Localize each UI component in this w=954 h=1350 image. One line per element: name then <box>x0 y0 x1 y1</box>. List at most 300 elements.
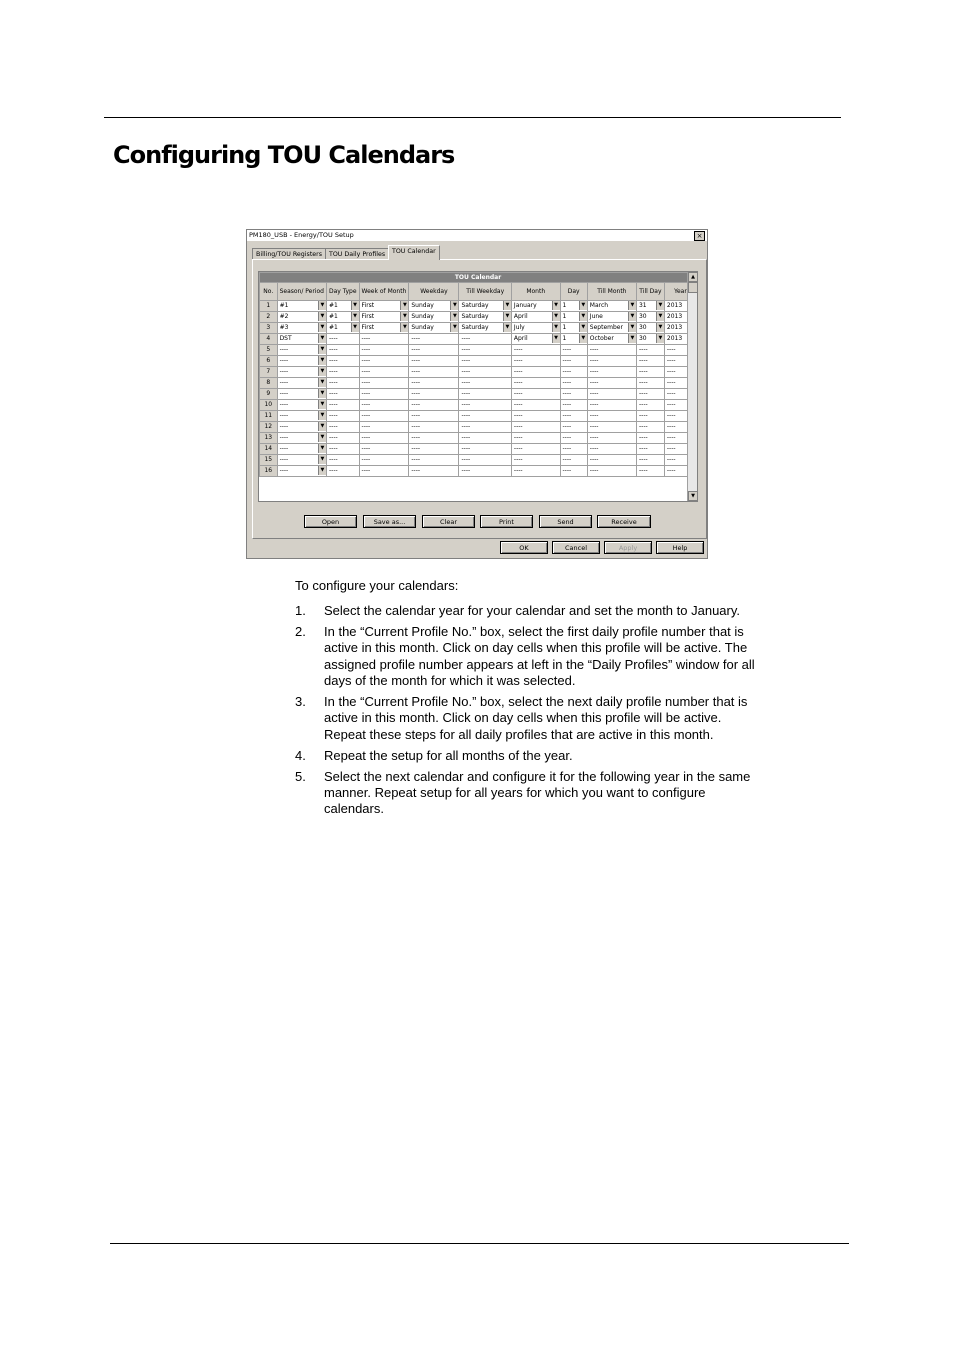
grid-cell[interactable] <box>409 466 459 477</box>
grid-cell[interactable] <box>359 466 409 477</box>
tab-tou-calendar[interactable]: TOU Calendar <box>388 245 440 260</box>
grid-cell[interactable] <box>277 422 326 433</box>
dropdown-arrow-icon[interactable]: ▼ <box>656 301 664 310</box>
open-button[interactable]: Open <box>304 515 357 528</box>
grid-cell[interactable] <box>636 444 664 455</box>
grid-cell[interactable] <box>459 334 511 345</box>
row-number: 1 <box>260 301 278 312</box>
cell-value: ---- <box>562 401 572 408</box>
grid-cell[interactable] <box>359 367 409 378</box>
grid-cell[interactable] <box>359 389 409 400</box>
step-text: In the “Current Profile No.” box, select the next daily profile number that is active in this month. Click on day cells when this profile will be active. Repeat these steps for all daily profiles that are active in this month. <box>324 694 748 742</box>
grid-cell[interactable] <box>587 323 636 334</box>
grid-cell[interactable] <box>326 389 359 400</box>
tab-billing-tou-registers[interactable]: Billing/TOU Registers <box>252 248 326 260</box>
cell-value: October <box>589 335 614 342</box>
cell-value: #1 <box>328 302 338 309</box>
cell-value: January <box>513 302 537 309</box>
grid-cell[interactable] <box>636 422 664 433</box>
cell-value: ---- <box>638 423 648 430</box>
cell-value: #1 <box>328 313 338 320</box>
tab-tou-daily-profiles[interactable]: TOU Daily Profiles <box>325 248 389 260</box>
save-as-button[interactable]: Save as... <box>363 515 416 528</box>
grid-cell[interactable] <box>409 433 459 444</box>
step-number: 1. <box>295 603 306 618</box>
row-number: 2 <box>260 312 278 323</box>
dropdown-arrow-icon[interactable]: ▼ <box>318 378 326 387</box>
grid-cell[interactable] <box>587 400 636 411</box>
grid-cell[interactable] <box>587 312 636 323</box>
grid-cell[interactable] <box>326 301 359 312</box>
grid-cell[interactable] <box>587 422 636 433</box>
grid-cell[interactable] <box>511 312 560 323</box>
grid-cell[interactable] <box>636 345 664 356</box>
grid-cell[interactable] <box>560 411 587 422</box>
cell-value: First <box>361 302 375 309</box>
dropdown-arrow-icon[interactable]: ▼ <box>552 312 560 321</box>
grid-cell[interactable] <box>459 345 511 356</box>
cell-value: ---- <box>461 368 471 375</box>
cell-value: ---- <box>589 346 599 353</box>
cancel-button[interactable]: Cancel <box>552 541 600 554</box>
cell-value: ---- <box>513 456 523 463</box>
dropdown-arrow-icon[interactable]: ▼ <box>552 323 560 332</box>
grid-cell[interactable] <box>587 411 636 422</box>
grid-cell[interactable] <box>511 433 560 444</box>
grid-cell[interactable] <box>326 466 359 477</box>
grid-cell[interactable] <box>326 422 359 433</box>
scroll-down-icon[interactable]: ▼ <box>688 491 698 501</box>
dropdown-arrow-icon[interactable]: ▼ <box>318 433 326 442</box>
intro-text: To configure your calendars: <box>295 578 459 593</box>
dropdown-arrow-icon[interactable]: ▼ <box>318 312 326 321</box>
table-row <box>260 356 697 367</box>
grid-cell[interactable] <box>511 334 560 345</box>
grid-cell[interactable] <box>636 356 664 367</box>
cell-value: ---- <box>562 445 572 452</box>
cell-value: ---- <box>638 401 648 408</box>
grid-cell[interactable] <box>409 389 459 400</box>
grid-cell[interactable] <box>636 334 664 345</box>
clear-button[interactable]: Clear <box>422 515 475 528</box>
grid-cell[interactable] <box>326 323 359 334</box>
table-row <box>260 400 697 411</box>
dropdown-arrow-icon[interactable]: ▼ <box>318 466 326 475</box>
grid-cell[interactable] <box>636 466 664 477</box>
table-row <box>260 422 697 433</box>
row-number: 6 <box>260 356 278 367</box>
table-row <box>260 466 697 477</box>
cell-value: Sunday <box>411 324 434 331</box>
dropdown-arrow-icon[interactable]: ▼ <box>656 323 664 332</box>
dropdown-arrow-icon[interactable]: ▼ <box>318 334 326 343</box>
cell-value: ---- <box>461 467 471 474</box>
grid-cell[interactable] <box>359 345 409 356</box>
cell-value: ---- <box>328 456 338 463</box>
grid-cell[interactable] <box>459 433 511 444</box>
cell-value: ---- <box>589 456 599 463</box>
grid-cell[interactable] <box>636 378 664 389</box>
cell-value: DST <box>279 335 292 342</box>
cell-value: ---- <box>638 357 648 364</box>
grid-cell[interactable] <box>409 411 459 422</box>
grid-cell[interactable] <box>326 378 359 389</box>
send-button[interactable]: Send <box>539 515 592 528</box>
cell-value: ---- <box>361 335 371 342</box>
dropdown-arrow-icon[interactable]: ▼ <box>318 400 326 409</box>
grid-cell[interactable] <box>459 411 511 422</box>
grid-cell[interactable] <box>511 323 560 334</box>
dropdown-arrow-icon[interactable]: ▼ <box>628 301 636 310</box>
grid-cell[interactable] <box>326 345 359 356</box>
grid-cell[interactable] <box>511 466 560 477</box>
help-button[interactable]: Help <box>656 541 704 554</box>
grid-cell[interactable] <box>359 301 409 312</box>
cell-value: ---- <box>666 445 676 452</box>
table-row <box>260 411 697 422</box>
grid-cell[interactable] <box>277 301 326 312</box>
grid-cell[interactable] <box>409 400 459 411</box>
apply-button[interactable]: Apply <box>604 541 652 554</box>
step-number: 2. <box>295 623 306 639</box>
grid-cell[interactable] <box>511 345 560 356</box>
ok-button[interactable]: OK <box>500 541 548 554</box>
grid-cell[interactable] <box>587 367 636 378</box>
table-row <box>260 433 697 444</box>
cell-value: ---- <box>461 335 471 342</box>
dropdown-arrow-icon[interactable]: ▼ <box>552 334 560 343</box>
cell-value: ---- <box>361 368 371 375</box>
cell-value: ---- <box>562 379 572 386</box>
grid-cell[interactable] <box>636 301 664 312</box>
grid-cell[interactable] <box>326 433 359 444</box>
grid-cell[interactable] <box>326 455 359 466</box>
grid-cell[interactable] <box>326 312 359 323</box>
cell-value: ---- <box>666 379 676 386</box>
grid-cell[interactable] <box>636 367 664 378</box>
grid-cell[interactable] <box>359 356 409 367</box>
grid-cell[interactable] <box>459 444 511 455</box>
cell-value: ---- <box>279 434 289 441</box>
grid-cell[interactable] <box>409 367 459 378</box>
cell-value: ---- <box>461 423 471 430</box>
cell-value: 31 <box>638 302 647 309</box>
cell-value: 2013 <box>666 335 683 342</box>
grid-cell[interactable] <box>459 455 511 466</box>
cell-value: ---- <box>513 368 523 375</box>
grid-cell[interactable] <box>459 301 511 312</box>
grid-cell[interactable] <box>326 367 359 378</box>
grid-cell[interactable] <box>511 367 560 378</box>
grid-cell[interactable] <box>560 345 587 356</box>
grid-cell[interactable] <box>587 389 636 400</box>
cell-value: ---- <box>328 379 338 386</box>
row-number: 7 <box>260 367 278 378</box>
header-rule <box>104 117 841 118</box>
grid-cell[interactable] <box>359 411 409 422</box>
grid-cell[interactable] <box>636 433 664 444</box>
dropdown-arrow-icon[interactable]: ▼ <box>318 345 326 354</box>
grid-cell[interactable] <box>277 411 326 422</box>
grid-cell[interactable] <box>359 378 409 389</box>
grid-cell[interactable] <box>560 378 587 389</box>
cell-value: ---- <box>589 434 599 441</box>
dropdown-arrow-icon[interactable]: ▼ <box>579 334 587 343</box>
grid-cell[interactable] <box>277 455 326 466</box>
grid-cell[interactable] <box>560 323 587 334</box>
dropdown-arrow-icon[interactable]: ▼ <box>552 301 560 310</box>
grid-cell[interactable] <box>511 356 560 367</box>
grid-cell[interactable] <box>359 455 409 466</box>
cell-value: Saturday <box>461 302 489 309</box>
dropdown-arrow-icon[interactable]: ▼ <box>503 312 511 321</box>
grid-cell[interactable] <box>359 334 409 345</box>
grid-cell[interactable] <box>636 411 664 422</box>
grid-cell[interactable] <box>277 389 326 400</box>
grid-cell[interactable] <box>409 444 459 455</box>
dropdown-arrow-icon[interactable]: ▼ <box>579 323 587 332</box>
grid-cell[interactable] <box>560 400 587 411</box>
grid-cell[interactable] <box>459 422 511 433</box>
dropdown-arrow-icon[interactable]: ▼ <box>318 422 326 431</box>
grid-cell[interactable] <box>560 301 587 312</box>
cell-value: ---- <box>411 390 421 397</box>
cell-value: ---- <box>638 390 648 397</box>
dialog-title: PM180_USB - Energy/TOU Setup <box>249 231 354 239</box>
cell-value: #1 <box>328 324 338 331</box>
dropdown-arrow-icon[interactable]: ▼ <box>503 323 511 332</box>
grid-cell[interactable] <box>277 466 326 477</box>
dropdown-arrow-icon[interactable]: ▼ <box>351 301 359 310</box>
grid-cell[interactable] <box>409 334 459 345</box>
cell-value: ---- <box>328 357 338 364</box>
cell-value: ---- <box>361 357 371 364</box>
dropdown-arrow-icon[interactable]: ▼ <box>318 444 326 453</box>
cell-value: ---- <box>513 445 523 452</box>
grid-cell[interactable] <box>277 345 326 356</box>
dropdown-arrow-icon[interactable]: ▼ <box>351 312 359 321</box>
grid-cell[interactable] <box>587 433 636 444</box>
dropdown-arrow-icon[interactable]: ▼ <box>450 301 458 310</box>
grid-cell[interactable] <box>560 367 587 378</box>
grid-cell[interactable] <box>587 444 636 455</box>
grid-cell[interactable] <box>587 466 636 477</box>
grid-cell[interactable] <box>409 422 459 433</box>
column-header: No. <box>260 283 278 301</box>
grid-cell[interactable] <box>359 433 409 444</box>
cell-value: ---- <box>279 412 289 419</box>
dropdown-arrow-icon[interactable]: ▼ <box>579 301 587 310</box>
grid-cell[interactable] <box>277 356 326 367</box>
cell-value: ---- <box>638 412 648 419</box>
grid-cell[interactable] <box>359 312 409 323</box>
grid-cell[interactable] <box>459 400 511 411</box>
grid-cell[interactable] <box>277 378 326 389</box>
dropdown-arrow-icon[interactable]: ▼ <box>400 323 408 332</box>
grid-cell[interactable] <box>277 367 326 378</box>
grid-cell[interactable] <box>511 301 560 312</box>
grid-cell[interactable] <box>409 301 459 312</box>
dropdown-arrow-icon[interactable]: ▼ <box>656 312 664 321</box>
grid-cell[interactable] <box>409 356 459 367</box>
grid-cell[interactable] <box>636 455 664 466</box>
dropdown-arrow-icon[interactable]: ▼ <box>579 312 587 321</box>
grid-cell[interactable] <box>359 444 409 455</box>
grid-cell[interactable] <box>409 455 459 466</box>
grid-cell[interactable] <box>560 466 587 477</box>
row-number: 13 <box>260 433 278 444</box>
column-header: Week of Month <box>359 283 409 301</box>
cell-value: April <box>513 335 528 342</box>
dropdown-arrow-icon[interactable]: ▼ <box>318 367 326 376</box>
cell-value: ---- <box>589 467 599 474</box>
dropdown-arrow-icon[interactable]: ▼ <box>318 323 326 332</box>
cell-value: ---- <box>589 390 599 397</box>
grid-cell[interactable] <box>560 422 587 433</box>
grid-scrollbar[interactable] <box>687 272 697 501</box>
cell-value: ---- <box>328 368 338 375</box>
dropdown-arrow-icon[interactable]: ▼ <box>628 312 636 321</box>
grid-cell[interactable] <box>326 400 359 411</box>
dropdown-arrow-icon[interactable]: ▼ <box>628 334 636 343</box>
grid-cell[interactable] <box>587 345 636 356</box>
grid-cell[interactable] <box>587 356 636 367</box>
dropdown-arrow-icon[interactable]: ▼ <box>450 312 458 321</box>
dropdown-arrow-icon[interactable]: ▼ <box>400 301 408 310</box>
footer-rule <box>110 1243 849 1244</box>
grid-cell[interactable] <box>459 356 511 367</box>
grid-cell[interactable] <box>511 411 560 422</box>
grid-cell[interactable] <box>277 334 326 345</box>
grid-cell[interactable] <box>636 323 664 334</box>
cell-value: ---- <box>361 412 371 419</box>
column-header: Year <box>664 283 696 301</box>
grid-cell[interactable] <box>587 455 636 466</box>
cell-value: ---- <box>562 434 572 441</box>
cell-value: ---- <box>513 423 523 430</box>
grid-title: TOU Calendar <box>260 273 697 283</box>
grid-cell[interactable] <box>459 466 511 477</box>
grid-cell[interactable] <box>560 389 587 400</box>
cell-value: ---- <box>279 423 289 430</box>
cell-value: ---- <box>279 368 289 375</box>
grid-cell[interactable] <box>409 323 459 334</box>
grid-cell[interactable] <box>459 367 511 378</box>
grid-cell[interactable] <box>636 400 664 411</box>
table-row <box>260 444 697 455</box>
cell-value: ---- <box>328 467 338 474</box>
dropdown-arrow-icon[interactable]: ▼ <box>450 323 458 332</box>
grid-cell[interactable] <box>277 312 326 323</box>
grid-cell[interactable] <box>459 312 511 323</box>
grid-cell[interactable] <box>560 312 587 323</box>
column-header: Till Weekday <box>459 283 511 301</box>
grid-cell[interactable] <box>326 334 359 345</box>
grid-cell[interactable] <box>459 389 511 400</box>
print-button[interactable]: Print <box>480 515 533 528</box>
table-row <box>260 301 697 312</box>
dropdown-arrow-icon[interactable]: ▼ <box>656 334 664 343</box>
dropdown-arrow-icon[interactable]: ▼ <box>318 411 326 420</box>
grid-cell[interactable] <box>636 312 664 323</box>
grid-cell[interactable] <box>277 400 326 411</box>
cell-value: ---- <box>666 412 676 419</box>
grid-cell[interactable] <box>409 312 459 323</box>
grid-cell[interactable] <box>359 400 409 411</box>
step-text: Select the next calendar and configure it for the following year in the same manner. Repeat setup for all years for which you want to configure calendars. <box>324 768 751 817</box>
grid-cell[interactable] <box>277 433 326 444</box>
dropdown-arrow-icon[interactable]: ▼ <box>400 312 408 321</box>
scroll-up-icon[interactable]: ▲ <box>688 272 698 282</box>
dropdown-arrow-icon[interactable]: ▼ <box>503 301 511 310</box>
grid-cell[interactable] <box>511 400 560 411</box>
dialog-titlebar <box>247 230 707 242</box>
scroll-thumb[interactable] <box>688 282 698 293</box>
grid-cell[interactable] <box>459 378 511 389</box>
dropdown-arrow-icon[interactable]: ▼ <box>351 323 359 332</box>
grid-cell[interactable] <box>560 356 587 367</box>
cell-value: ---- <box>513 379 523 386</box>
dropdown-arrow-icon[interactable]: ▼ <box>318 301 326 310</box>
grid-cell[interactable] <box>326 411 359 422</box>
grid-cell[interactable] <box>587 301 636 312</box>
grid-cell[interactable] <box>511 455 560 466</box>
grid-cell[interactable] <box>587 378 636 389</box>
grid-cell[interactable] <box>560 433 587 444</box>
grid-cell[interactable] <box>560 444 587 455</box>
grid-cell[interactable] <box>511 422 560 433</box>
grid-cell[interactable] <box>326 356 359 367</box>
grid-cell[interactable] <box>560 334 587 345</box>
dropdown-arrow-icon[interactable]: ▼ <box>628 323 636 332</box>
grid-cell[interactable] <box>511 444 560 455</box>
row-number: 5 <box>260 345 278 356</box>
list-item <box>295 603 755 619</box>
table-row <box>260 378 697 389</box>
grid-cell[interactable] <box>409 345 459 356</box>
grid-cell[interactable] <box>277 444 326 455</box>
grid-cell[interactable] <box>409 378 459 389</box>
grid-cell[interactable] <box>277 323 326 334</box>
dropdown-arrow-icon[interactable]: ▼ <box>318 389 326 398</box>
dropdown-arrow-icon[interactable]: ▼ <box>318 455 326 464</box>
cell-value: ---- <box>279 379 289 386</box>
table-row <box>260 312 697 323</box>
cell-value: ---- <box>638 467 648 474</box>
grid-cell[interactable] <box>326 444 359 455</box>
grid-cell[interactable] <box>587 334 636 345</box>
table-row <box>260 323 697 334</box>
grid-cell[interactable] <box>511 389 560 400</box>
grid-cell[interactable] <box>359 323 409 334</box>
grid-cell[interactable] <box>511 378 560 389</box>
cell-value: ---- <box>411 434 421 441</box>
table-row <box>260 334 697 345</box>
energy-tou-setup-dialog <box>246 229 708 559</box>
cell-value: 30 <box>638 335 647 342</box>
receive-button[interactable]: Receive <box>597 515 651 528</box>
grid-cell[interactable] <box>560 455 587 466</box>
list-item <box>295 769 755 818</box>
close-button[interactable]: × <box>694 231 705 241</box>
dropdown-arrow-icon[interactable]: ▼ <box>318 356 326 365</box>
cell-value: ---- <box>666 467 676 474</box>
grid-cell[interactable] <box>459 323 511 334</box>
grid-cell[interactable] <box>359 422 409 433</box>
grid-cell[interactable] <box>636 389 664 400</box>
step-number: 4. <box>295 747 306 763</box>
list-item <box>295 624 755 690</box>
